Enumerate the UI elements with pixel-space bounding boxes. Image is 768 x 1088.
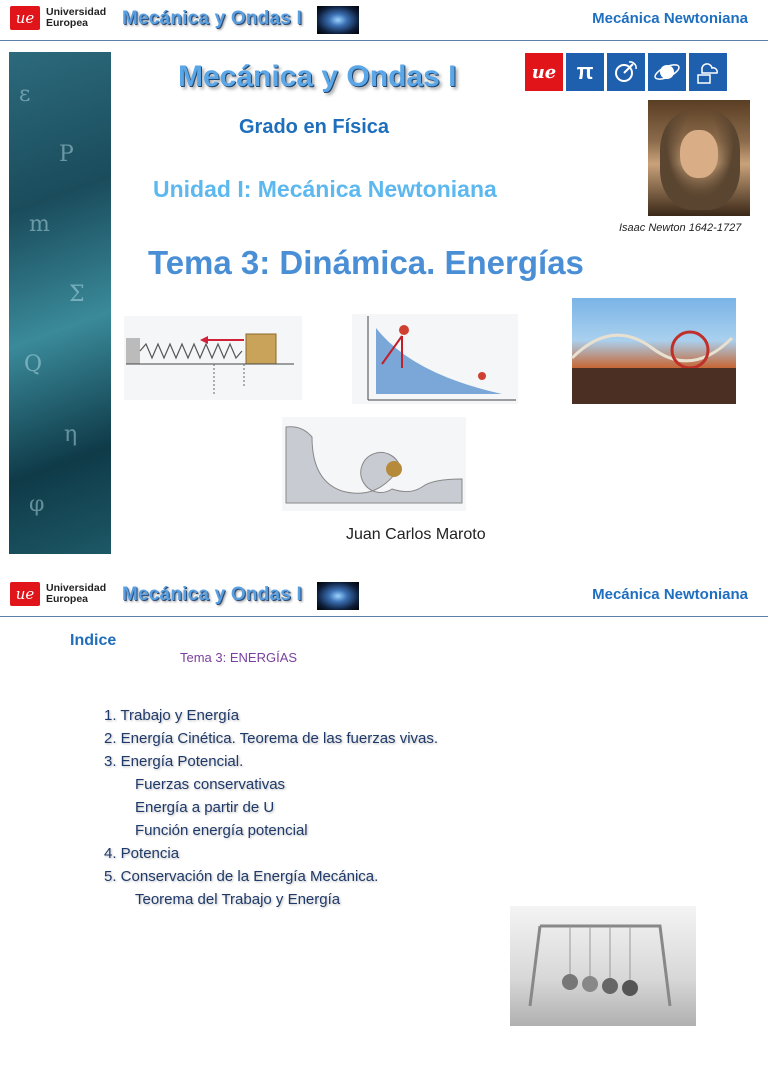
toc-item: 2. Energía Cinética. Teorema de las fuerzas vivas. xyxy=(104,730,439,747)
pi-icon: π xyxy=(566,53,604,91)
header-course-title: Mecánica y Ondas I xyxy=(122,584,302,605)
toc-subitem: Función energía potencial xyxy=(135,822,308,839)
galaxy-thumbnail xyxy=(317,582,359,610)
university-logo xyxy=(10,582,106,606)
toc-item: 5. Conservación de la Energía Mecánica. xyxy=(104,868,379,885)
formulas-sidebar-image: ε P m Σ Q η φ xyxy=(9,52,111,554)
degree-title: Grado en Física xyxy=(239,116,390,138)
loop-track-diagram xyxy=(282,417,466,511)
logo-name-line1: Universidad xyxy=(46,582,107,594)
satellite-dish-icon xyxy=(607,53,645,91)
portrait-caption: Isaac Newton 1642-1727 xyxy=(619,222,742,234)
logo-name-line2: Europea xyxy=(46,17,89,29)
ue-logo-icon: ue xyxy=(525,53,563,91)
header-divider xyxy=(0,616,768,617)
logo-name-line2: Europea xyxy=(46,593,89,605)
ue-logo-mark: ue xyxy=(10,582,40,606)
galaxy-thumbnail xyxy=(317,6,359,34)
header-section-title: Mecánica Newtoniana xyxy=(592,10,748,27)
cloud-computer-icon xyxy=(689,53,727,91)
unit-title: Unidad I: Mecánica Newtoniana xyxy=(153,176,497,202)
slide-header xyxy=(0,576,768,618)
topic-label: Tema 3: ENERGÍAS xyxy=(180,650,298,665)
header-divider xyxy=(0,40,768,41)
toc-item: 3. Energía Potencial. xyxy=(104,753,244,770)
topic-icons xyxy=(525,53,727,91)
logo-name-line1: Universidad xyxy=(46,6,107,18)
toc-subitem: Teorema del Trabajo y Energía xyxy=(135,891,341,908)
topic-title: Tema 3: Dinámica. Energías xyxy=(148,244,584,281)
toc-subitem: Energía a partir de U xyxy=(135,799,275,816)
author-name: Juan Carlos Maroto xyxy=(346,526,486,543)
index-slide xyxy=(0,576,768,1088)
toc-item: 1. Trabajo y Energía xyxy=(104,707,240,724)
slide-header xyxy=(0,0,768,42)
header-section-title: Mecánica Newtoniana xyxy=(592,586,748,603)
incline-skier-diagram xyxy=(352,314,518,404)
title-slide xyxy=(0,0,768,543)
newtons-cradle-image xyxy=(510,906,696,1026)
roller-coaster-photo xyxy=(572,298,736,404)
ue-logo-mark: ue xyxy=(10,6,40,30)
header-course-title: Mecánica y Ondas I xyxy=(122,8,302,29)
table-of-contents xyxy=(104,704,438,911)
spring-block-diagram xyxy=(124,316,302,400)
planet-orbit-icon xyxy=(648,53,686,91)
slide-main-title: Mecánica y Ondas I xyxy=(178,60,457,93)
university-logo xyxy=(10,6,106,30)
newton-portrait xyxy=(648,100,750,216)
toc-item: 4. Potencia xyxy=(104,845,180,862)
toc-subitem: Fuerzas conservativas xyxy=(135,776,286,793)
index-heading: Indice xyxy=(70,632,117,649)
